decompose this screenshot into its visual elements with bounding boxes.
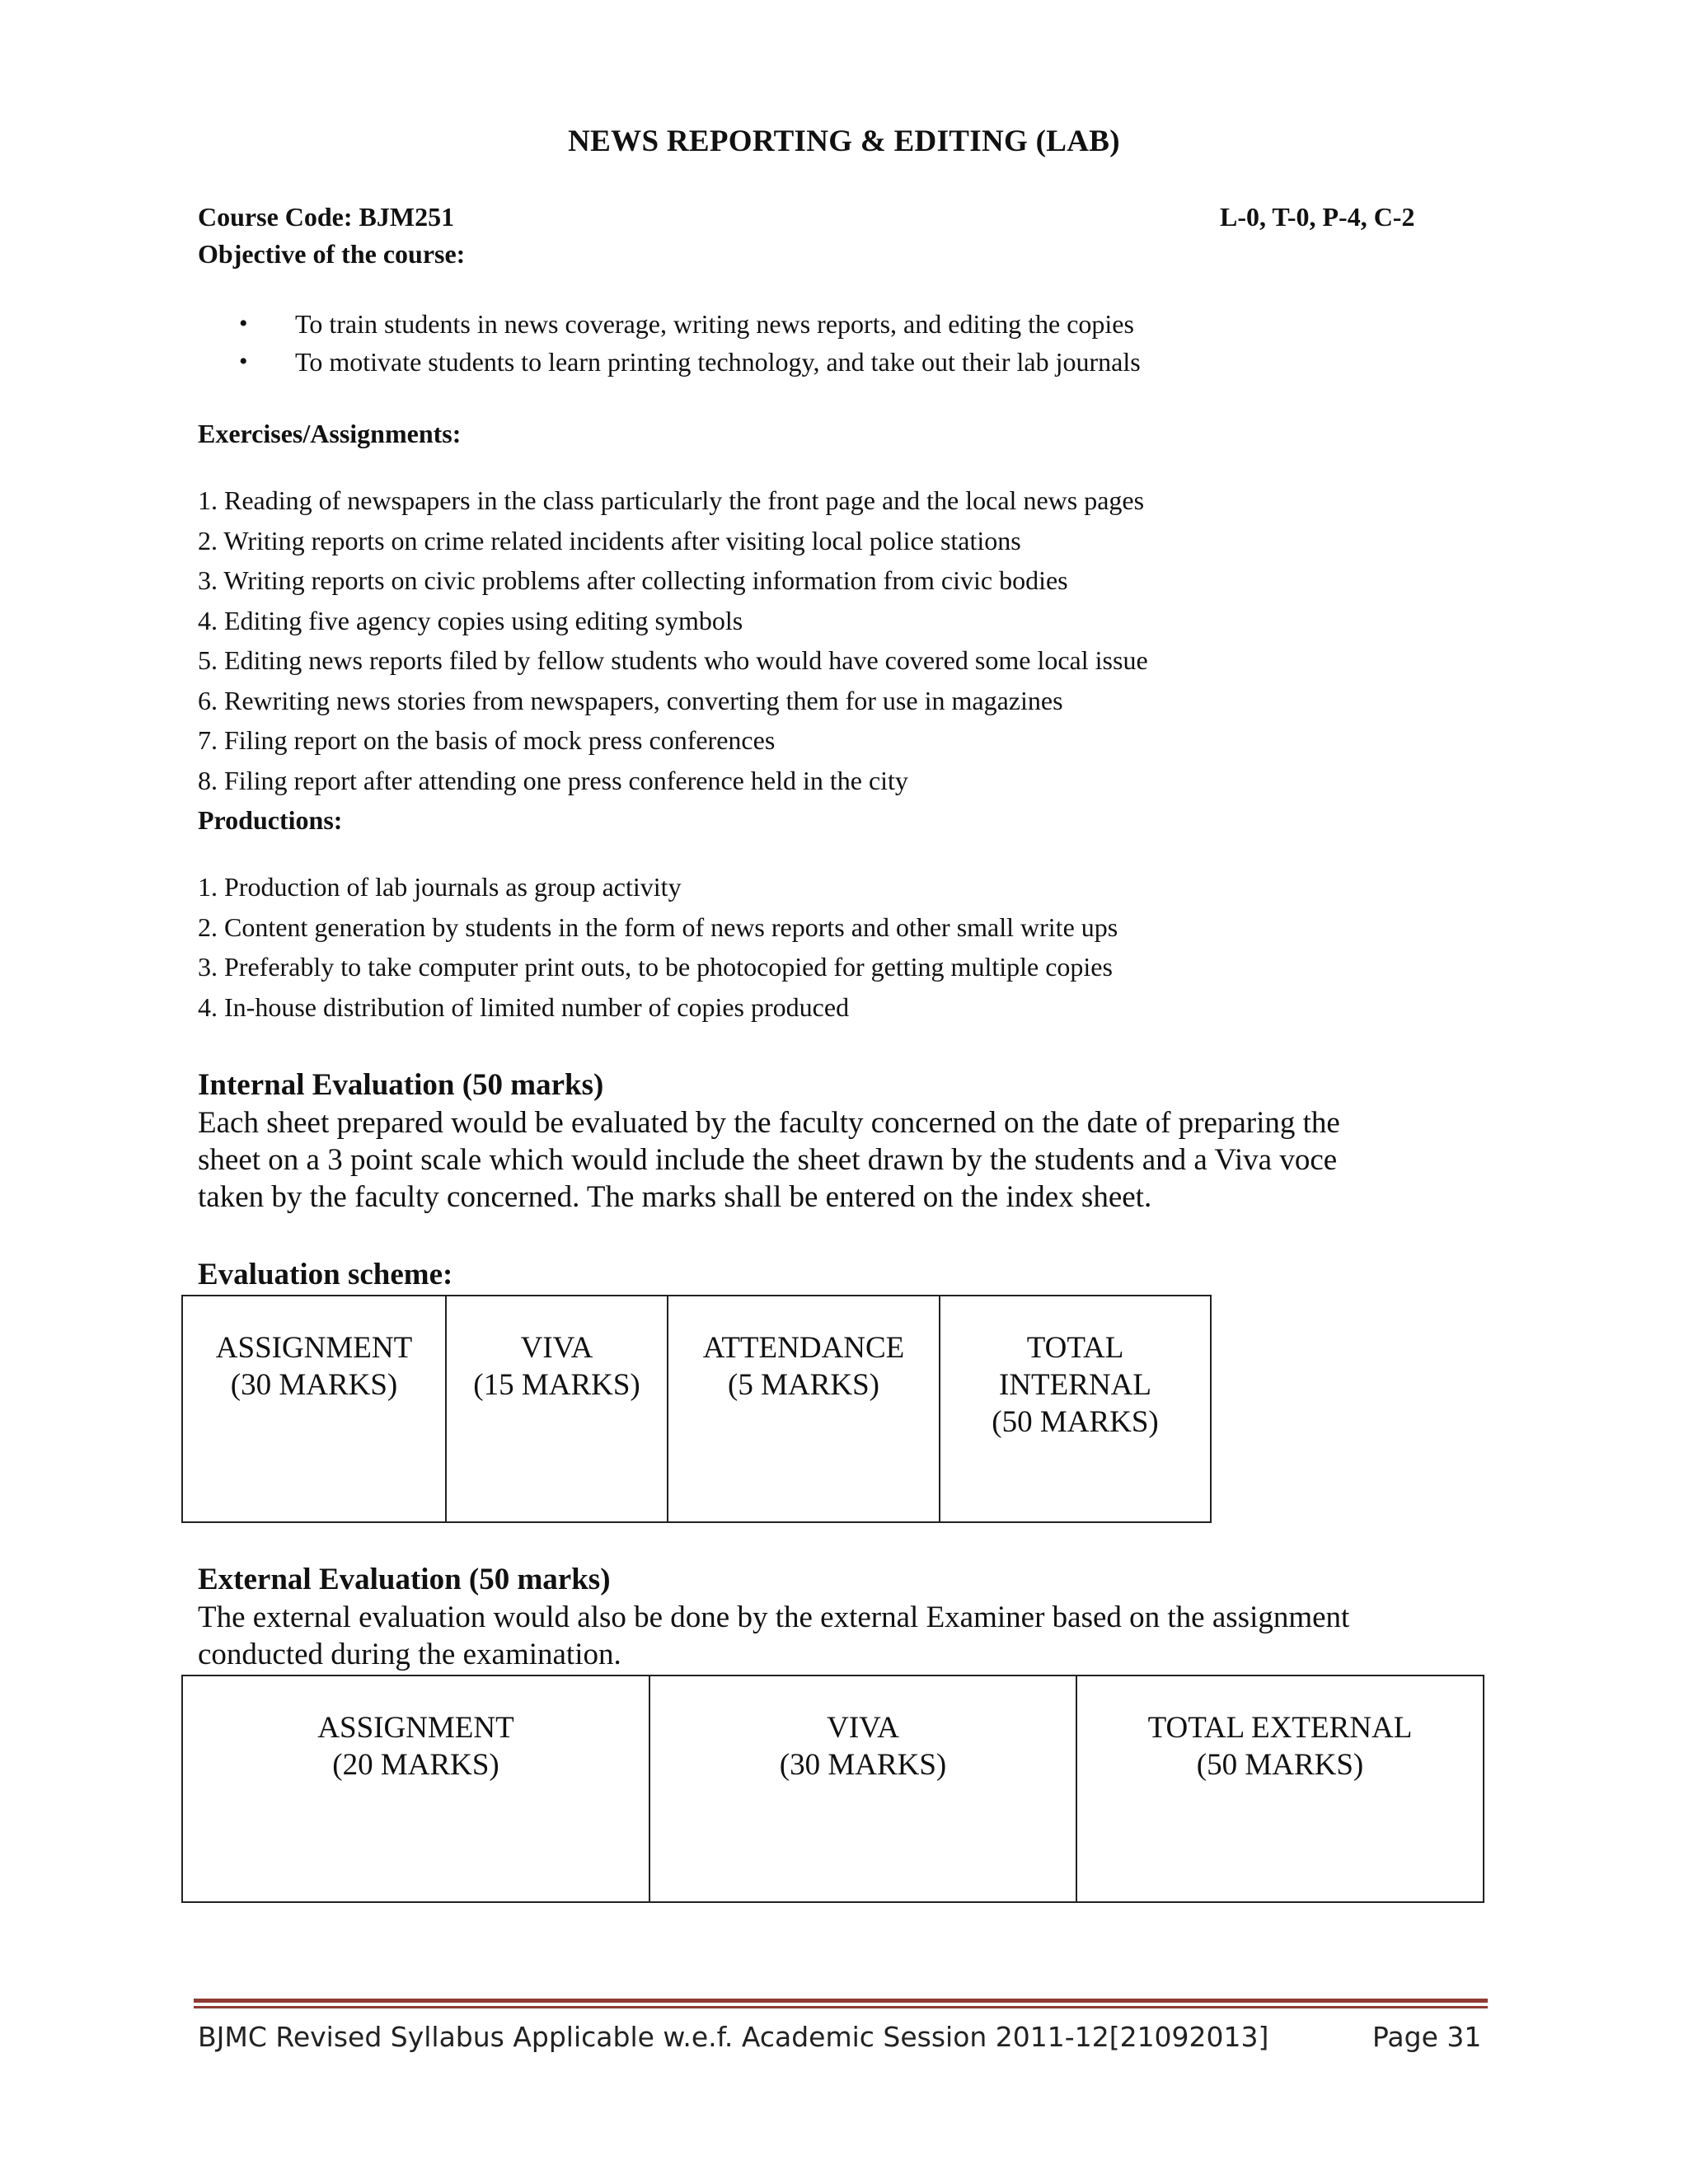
list-item: 5. Editing news reports filed by fellow students who would have covered some local issue [198,645,1148,675]
internal-evaluation-table [181,1295,1212,1523]
table-cell: TOTAL INTERNAL (50 MARKS) [940,1296,1211,1522]
internal-evaluation-text: Each sheet prepared would be evaluated by the faculty concerned on the date of preparing the sheet on a 3 point scale which would include the sheet drawn by the students and a Viva voce taken by the faculty concerned. The marks shall be entered on the index sheet. [198,1106,1340,1214]
internal-evaluation-heading: Internal Evaluation (50 marks) [198,1068,604,1102]
exercises-heading: Exercises/Assignments: [198,419,462,448]
external-evaluation-heading: External Evaluation (50 marks) [198,1563,611,1596]
table-cell: TOTAL EXTERNAL (50 MARKS) [1076,1675,1484,1902]
list-item: 3. Writing reports on civic problems after collecting information from civic bodies [198,565,1068,595]
course-credits: L-0, T-0, P-4, C-2 [1220,202,1415,232]
objectives-list [239,305,1141,381]
list-item: 1. Production of lab journals as group activity [198,872,682,902]
list-item: 4. Editing five agency copies using editing symbols [198,605,743,635]
table-cell: ASSIGNMENT (20 MARKS) [182,1675,649,1902]
list-item: 2. Writing reports on crime related incidents after visiting local police stations [198,525,1021,555]
course-code: Course Code: BJM251 [198,202,455,232]
list-item: 4. In-house distribution of limited number of copies produced [198,991,850,1022]
table-cell: VIVA (30 MARKS) [649,1675,1076,1902]
list-item: 2. Content generation by students in the form of news reports and other small write ups [198,912,1118,942]
productions-list [198,867,1118,1027]
footer-divider [194,1999,1488,2003]
table-cell: VIVA (15 MARKS) [446,1296,668,1522]
list-item: 8. Filing report after attending one press conference held in the city [198,765,908,795]
table-cell: ATTENDANCE (5 MARKS) [668,1296,940,1522]
list-item: • To motivate students to learn printing technology, and take out their lab journals [239,343,1141,381]
list-item: • To train students in news coverage, writing news reports, and editing the copies [239,305,1141,343]
objective-heading: Objective of the course: [198,239,466,269]
list-item: 7. Filing report on the basis of mock press conferences [198,725,776,755]
exercises-list [198,480,1148,800]
page-number: Page 31 [1372,2021,1482,2053]
footer-divider-thin [194,2006,1488,2008]
list-item: 1. Reading of newspapers in the class particularly the front page and the local news pages [198,485,1145,515]
footer-text: BJMC Revised Syllabus Applicable w.e.f. Academic Session 2011-12[21092013] [198,2021,1269,2053]
external-evaluation-text: The external evaluation would also be done by the external Examiner based on the assignment conducted during the examination. [198,1601,1350,1671]
evaluation-scheme-heading: Evaluation scheme: [198,1258,453,1291]
list-item: 3. Preferably to take computer print outs, to be photocopied for getting multiple copies [198,952,1113,982]
table-cell: ASSIGNMENT (30 MARKS) [182,1296,446,1522]
bullet-icon: • [239,348,248,375]
productions-heading: Productions: [198,805,343,835]
external-evaluation-table [181,1675,1484,1903]
list-item: 6. Rewriting news stories from newspapers, converting them for use in magazines [198,685,1063,715]
bullet-icon: • [239,310,248,337]
page-title: NEWS REPORTING & EDITING (LAB) [568,124,1120,158]
